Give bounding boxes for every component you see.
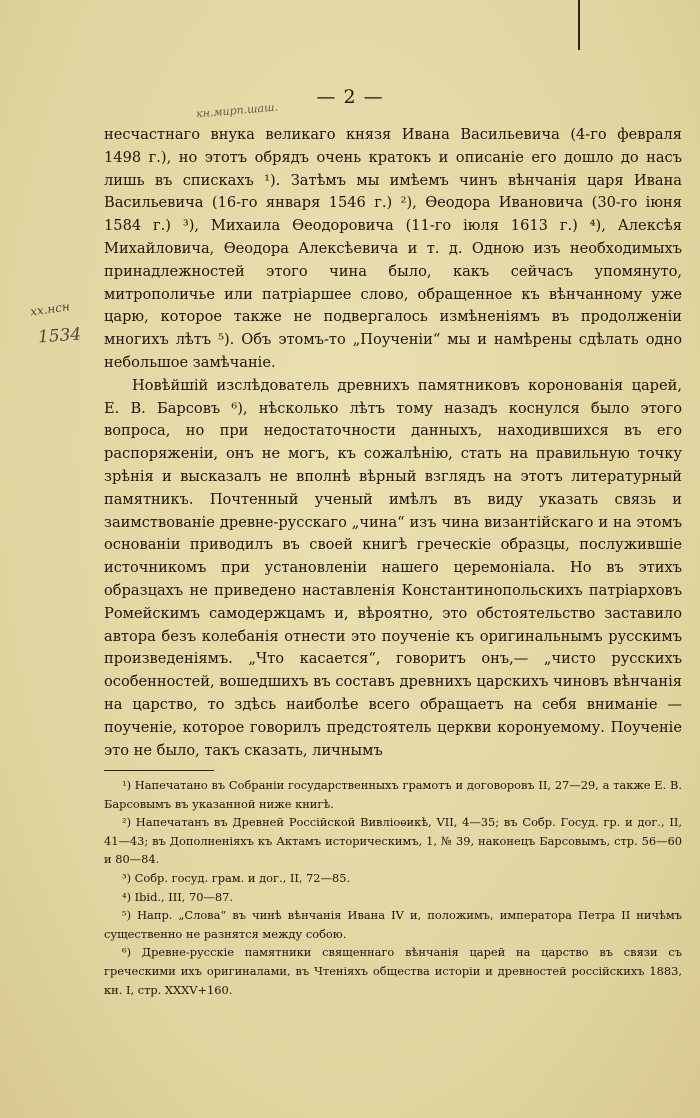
footnote: ⁴) Ibid., III, 70—87. xyxy=(122,889,233,904)
footnote: ²) Напечатанъ въ Древней Россійской Вивліоѳикѣ, VII, 4—35; въ Собр. Госуд. гр. и дог., II, 41—43; въ Дополненіяхъ къ Актамъ историческимъ, 1, № 39, наконецъ Барсовымъ, стр. 56—60 и 80—84. xyxy=(104,815,682,867)
footnote: ³) Собр. госуд. грам. и дог., II, 72—85. xyxy=(122,870,351,885)
paragraph: несчастнаго внука великаго князя Ивана Васильевича (4-го февраля 1498 г.), но этотъ обрядъ очень кратокъ и описаніе его дошло до насъ лишь въ спискахъ ¹). Затѣмъ мы имѣемъ чинъ вѣнчанія царя Ивана Васильевича (16-го января 1546 г.) ²), Ѳеодора Ивановича (30-го іюня 1584 г.) ³), Михаила Ѳеодоровича (11-го іюля 1613 г.) ⁴), Алексѣя Михайловича, Ѳеодора Алексѣевича и т. д. Одною изъ необходимыхъ принадлежностей этого чина было, какъ сейчасъ упомянуто, митрополичье или патріаршее слово, обращенное къ вѣнчанному уже царю, которое также не подвергалось измѣненіямъ въ продолженіи многихъ лѣтъ ⁵). Объ этомъ-то „Поученіи“ мы и намѣрены сдѣлать одно небольшое замѣчаніе. xyxy=(104,126,682,371)
paragraph: Новѣйшій изслѣдователь древнихъ памятниковъ коронованія царей, Е. В. Барсовъ ⁶), нѣсколько лѣтъ тому назадъ коснулся было этого вопроса, но при недостаточности данныхъ, находившихся въ его распоряженіи, онъ не могъ, къ сожалѣнію, стать на правильную точку зрѣнія и высказалъ не вполнѣ вѣрный взглядъ на этотъ литературный памятникъ. Почтенный ученый имѣлъ въ виду указать связь и заимствованіе древне-русскаго „чина“ изъ чина византійскаго и на этомъ основаніи приводилъ въ своей книгѣ греческіе образцы, послужившіе источникомъ при установленіи нашего церемоніала. Но въ этихъ образцахъ не приведено наставленія Константинопольскихъ патріарховъ Ромейскимъ самодержцамъ и, вѣроятно, это обстоятельство заставило автора безъ колебанія отнести это поученіе къ оригинальнымъ русскимъ произведеніямъ. „Что касается“, говоритъ онъ,— „чисто русскихъ особенностей, вошедшихъ въ составъ древнихъ царскихъ чиновъ вѣнчанія на царство, то здѣсь наиболѣе всего обращаетъ на себя вниманіе — поученіе, которое говорилъ предстоятель церкви коронуемому. Поученіе это не было, такъ сказать, личнымъ xyxy=(104,376,682,759)
footnote: ¹) Напечатано въ Собраніи государственныхъ грамотъ и договоровъ II, 27—29, а также Е. В. Барсовымъ въ указанной ниже книгѣ. xyxy=(104,778,682,811)
page-number: — 2 — xyxy=(316,86,384,108)
footnote: ⁵) Напр. „Слова“ въ чинѣ вѣнчанія Ивана IV и, положимъ, императора Петра II ничѣмъ существенно не разнятся между собою. xyxy=(104,908,682,941)
margin-note: 1534 xyxy=(37,324,82,348)
handwritten-scribble: кн.мирп.шаш. xyxy=(195,100,279,121)
footnote-divider xyxy=(104,770,214,771)
footnotes xyxy=(104,776,682,999)
edge-mark xyxy=(578,0,580,50)
footnote: ⁶) Древне-русскіе памятники священнаго вѣнчанія царей на царство въ связи съ греческими ихъ оригиналами, въ Чтеніяхъ общества исторіи и древностей россійскихъ 1883, кн. I, стр. XXXV+160. xyxy=(104,945,682,997)
margin-note: хх.нсн xyxy=(29,299,71,319)
main-text xyxy=(104,124,682,762)
